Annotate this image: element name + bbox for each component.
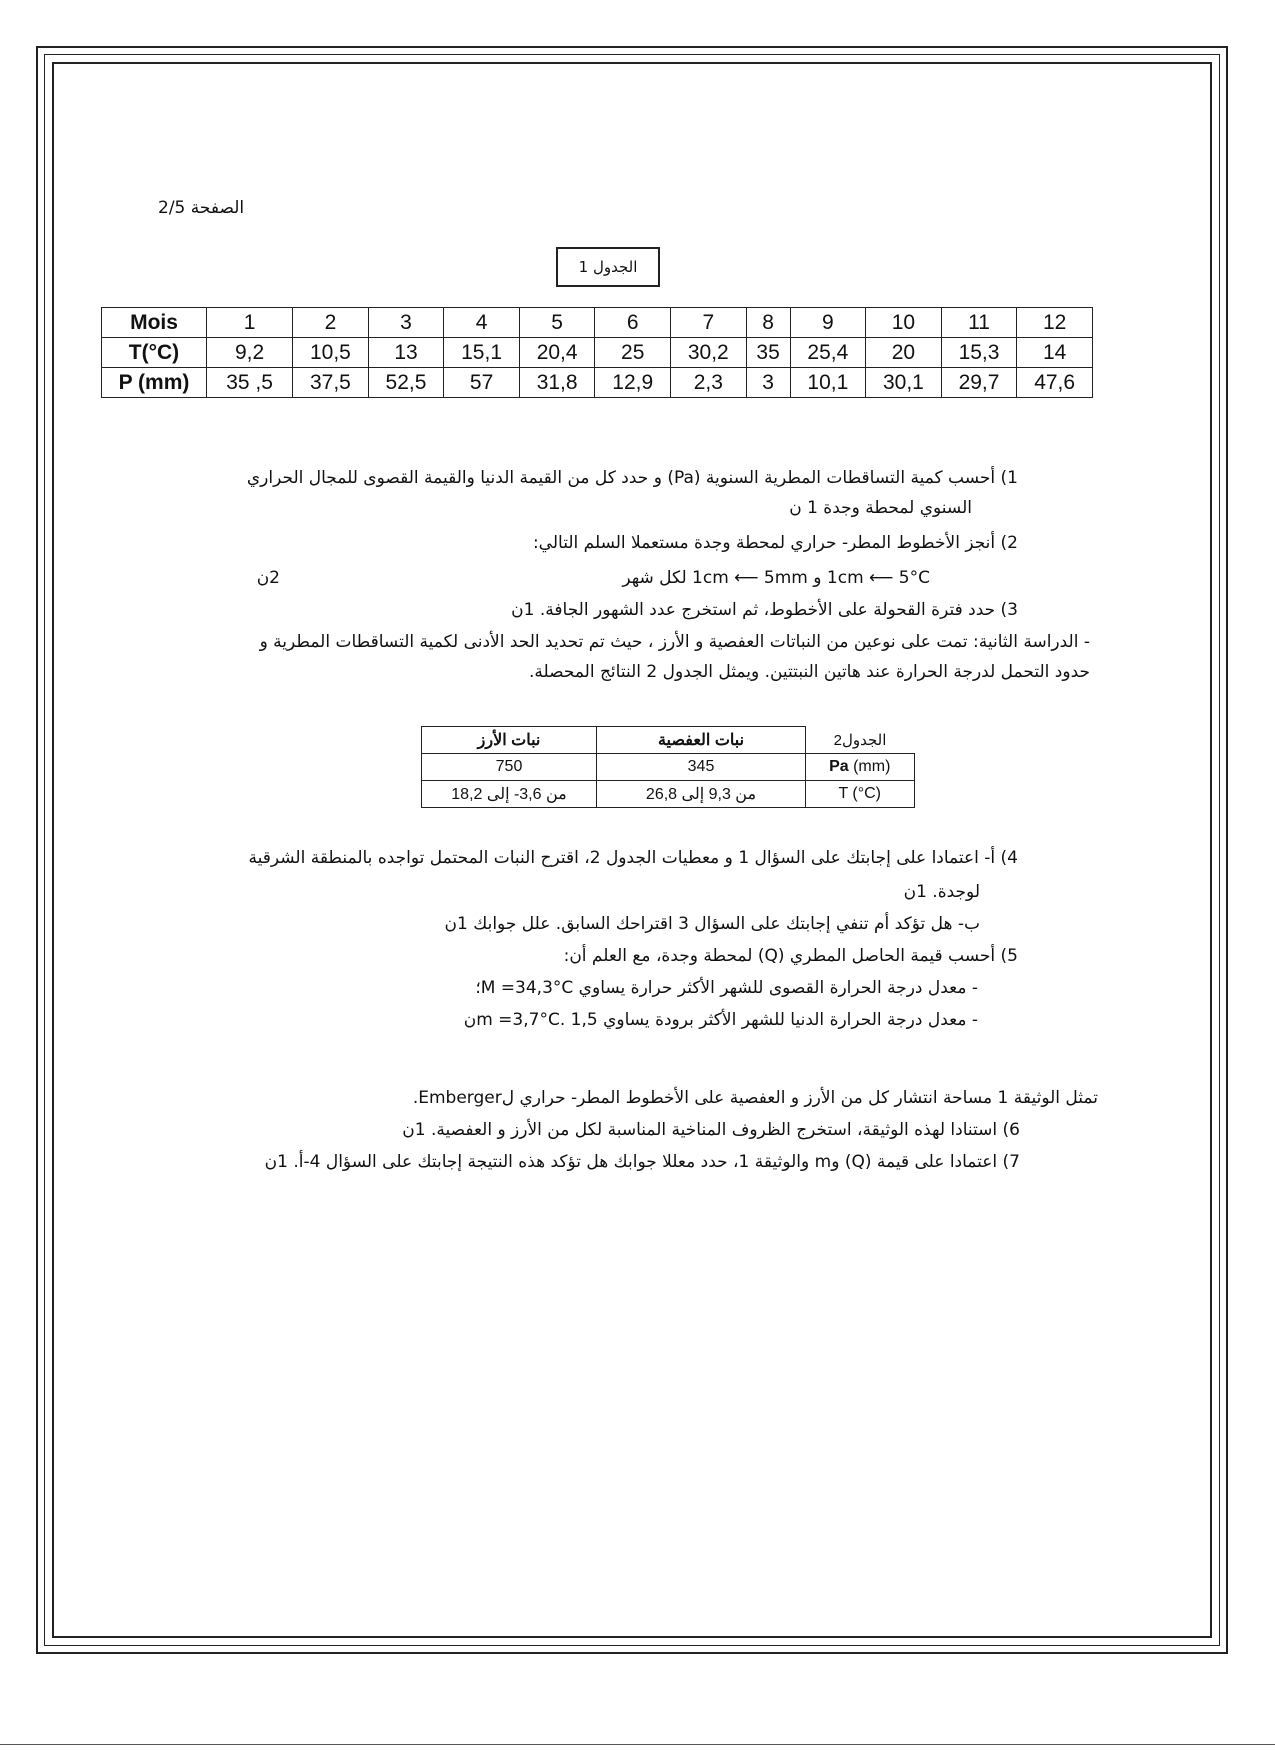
- table-row: [102, 308, 1093, 338]
- table-cell: 1: [207, 308, 293, 338]
- table2: [421, 726, 915, 808]
- question-5-line-1: 5) أحسب قيمة الحاصل المطري (Q) لمحطة وجدة، مع العلم أن:: [563, 946, 1018, 966]
- table-cell: 47,6: [1017, 368, 1093, 398]
- question-2-scale: 1cm ⟵ 5°C و 1cm ⟵ 5mm لكل شهر: [622, 568, 930, 588]
- table-cell: 14: [1017, 338, 1093, 368]
- column-header-cork-oak: نبات العفصية: [597, 727, 806, 754]
- table-cell: 4: [444, 308, 520, 338]
- row-header-bold: Pa: [829, 758, 849, 775]
- question-2-line-1: 2) أنجز الأخطوط المطر- حراري لمحطة وجدة مستعملا السلم التالي:: [532, 533, 1018, 553]
- table-cell: 25,4: [790, 338, 866, 368]
- table2-caption: الجدول2: [833, 731, 887, 749]
- table-cell: 30,2: [671, 338, 747, 368]
- table-cell: 37,5: [293, 368, 369, 398]
- table-cell: 13: [368, 338, 444, 368]
- table-cell: 20,4: [519, 338, 595, 368]
- table-cell: 345: [597, 754, 806, 781]
- table-cell: 30,1: [866, 368, 942, 398]
- table-cell: 3: [368, 308, 444, 338]
- table-cell: 3: [746, 368, 790, 398]
- table-cell: 29,7: [941, 368, 1017, 398]
- question-4b: ب- هل تؤكد أم تنفي إجابتك على السؤال 3 اقتراحك السابق. علل جوابك 1ن: [444, 914, 980, 934]
- question-5-line-3: - معدل درجة الحرارة الدنيا للشهر الأكثر برودة يساوي m =3,7°C. 1,5ن: [463, 1010, 978, 1030]
- row-header: [806, 754, 915, 781]
- question-3: 3) حدد فترة القحولة على الأخطوط، ثم استخرج عدد الشهور الجافة. 1ن: [511, 600, 1018, 620]
- table-cell: 12,9: [595, 368, 671, 398]
- table-cell: 9: [790, 308, 866, 338]
- bottom-rule: [0, 1744, 1275, 1745]
- table-cell: 2,3: [671, 368, 747, 398]
- table-row: [102, 338, 1093, 368]
- table-cell: 5: [519, 308, 595, 338]
- question-4a-line-2: لوجدة. 1ن: [903, 882, 980, 902]
- table-cell: من 9,3 إلى 26,8: [597, 781, 806, 808]
- table-cell: 2: [293, 308, 369, 338]
- table-cell: 15,1: [444, 338, 520, 368]
- table-cell: 35 ,5: [207, 368, 293, 398]
- table-row: [422, 727, 915, 754]
- table-cell: 7: [671, 308, 747, 338]
- row-header-rest: (mm): [848, 758, 891, 775]
- table-row: [102, 368, 1093, 398]
- table-cell: 15,3: [941, 338, 1017, 368]
- row-header: T (°C): [806, 781, 915, 808]
- study-2-line-1: - الدراسة الثانية: تمت على نوعين من النباتات العفصية و الأرز ، حيث تم تحديد الحد الأدنى لكمية التساقطات المطرية و: [259, 632, 1090, 652]
- table-cell: 10: [866, 308, 942, 338]
- row-header: Mois: [102, 308, 207, 338]
- column-header-rice: نبات الأرز: [422, 727, 597, 754]
- table-cell: من 3,6- إلى 18,2: [422, 781, 597, 808]
- table-row: [422, 754, 915, 781]
- table-cell: 9,2: [207, 338, 293, 368]
- question-1-line-2: السنوي لمحطة وجدة 1 ن: [789, 498, 972, 518]
- table-cell: 25: [595, 338, 671, 368]
- row-header: P (mm): [102, 368, 207, 398]
- table-cell: 12: [1017, 308, 1093, 338]
- table1: [101, 307, 1093, 398]
- table-row: [422, 781, 915, 808]
- page-number: الصفحة 2/5: [158, 198, 245, 218]
- question-6: 6) استنادا لهذه الوثيقة، استخرج الظروف المناخية المناسبة لكل من الأرز و العفصية. 1ن: [402, 1120, 1020, 1140]
- study-2-line-2: حدود التحمل لدرجة الحرارة عند هاتين النبتتين. ويمثل الجدول 2 النتائج المحصلة.: [528, 662, 1090, 682]
- question-7: 7) اعتمادا على قيمة (Q) وm والوثيقة 1، حدد معللا جوابك هل تؤكد هذه النتيجة إجابتك على السؤال 4-أ. 1ن: [264, 1152, 1020, 1172]
- row-header: T(°C): [102, 338, 207, 368]
- table-cell: 35: [746, 338, 790, 368]
- table-cell: 52,5: [368, 368, 444, 398]
- table-cell: 10,1: [790, 368, 866, 398]
- table-cell: 10,5: [293, 338, 369, 368]
- question-5-line-2: - معدل درجة الحرارة القصوى للشهر الأكثر حرارة يساوي M =34,3°C؛: [475, 978, 978, 998]
- table1-caption: الجدول 1: [556, 247, 660, 287]
- table-cell: 750: [422, 754, 597, 781]
- question-4a-line-1: 4) أ- اعتمادا على إجابتك على السؤال 1 و معطيات الجدول 2، اقترح النبات المحتمل تواجده بالمنطقة الشرقية: [248, 848, 1018, 868]
- table-cell: 57: [444, 368, 520, 398]
- question-2-points: 2ن: [256, 568, 280, 588]
- document-1-description: تمثل الوثيقة 1 مساحة انتشار كل من الأرز و العفصية على الأخطوط المطر- حراري لEmberger.: [412, 1088, 1098, 1108]
- table-cell: 31,8: [519, 368, 595, 398]
- table-cell: 8: [746, 308, 790, 338]
- table-cell: 20: [866, 338, 942, 368]
- question-1-line-1: 1) أحسب كمية التساقطات المطرية السنوية (Pa) و حدد كل من القيمة الدنيا والقيمة القصوى للمجال الحراري: [246, 468, 1018, 488]
- table-cell: 11: [941, 308, 1017, 338]
- table-cell: 6: [595, 308, 671, 338]
